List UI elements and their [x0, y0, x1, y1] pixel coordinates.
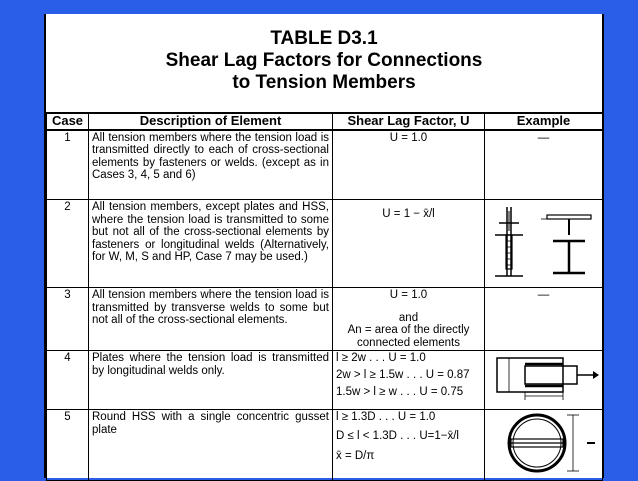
- example-cell: [485, 130, 603, 200]
- case-number: 1: [47, 130, 89, 200]
- case-number: 2: [47, 200, 89, 288]
- case-number: 5: [47, 410, 89, 481]
- header-row: [47, 113, 603, 130]
- element-description: Plates where the tension load is transmitted by longitudinal welds only.: [89, 351, 333, 410]
- factor-line: 2w > l ≥ 1.5w . . . U = 0.87: [336, 369, 470, 382]
- table-row: [47, 130, 603, 200]
- shear-lag-factor: [333, 288, 485, 351]
- example-text: —: [537, 289, 550, 302]
- element-description: Round HSS with a single concentric gusset plate: [89, 410, 333, 481]
- shear-lag-factor: [333, 410, 485, 481]
- header-factor: Shear Lag Factor, U: [333, 113, 485, 130]
- round-hss-gusset-icon: [489, 411, 599, 475]
- table-title: [46, 14, 602, 94]
- element-description: All tension members, except plates and HSS, where the tension load is transmitted to some but not all of the cross-sectional elements by fasteners or longitudinal welds (Alternatively, for W, M, S and HP, Case 7 may be used.): [89, 200, 333, 288]
- shear-lag-factor: [333, 200, 485, 288]
- factor-line: connected elements: [357, 336, 460, 349]
- header-example: Example: [485, 113, 603, 130]
- table-row: [47, 351, 603, 410]
- case-number: 3: [47, 288, 89, 351]
- example-cell: [485, 288, 603, 351]
- title-line-2: Shear Lag Factors for Connections: [165, 50, 483, 71]
- case-number: 4: [47, 351, 89, 410]
- factor-line: l ≥ 2w . . . U = 1.0: [336, 352, 426, 365]
- document-page: [44, 14, 604, 478]
- example-cell: [485, 410, 603, 481]
- plate-longitudinal-welds-icon: [489, 352, 599, 404]
- factor-line: 1.5w > l ≥ w . . . U = 0.75: [336, 385, 464, 398]
- element-description: All tension members where the tension load is transmitted by transverse welds to some but not all of the cross-sectional elements.: [89, 288, 333, 351]
- shear-lag-factor: [333, 351, 485, 410]
- factor-line: U = 1.0: [389, 131, 428, 144]
- element-description: All tension members where the tension load is transmitted directly to each of cross-sectional elements by fasteners or welds. (except as in Cases 3, 4, 5 and 6): [89, 130, 333, 200]
- shear-lag-factor: [333, 130, 485, 200]
- header-description: Description of Element: [89, 113, 333, 130]
- example-cell: [485, 200, 603, 288]
- factor-line: U = 1.0: [389, 289, 428, 302]
- factor-line: D ≤ l < 1.3D . . . U=1−x̄/l: [336, 429, 459, 442]
- factor-line: x̄ = D/π: [336, 450, 375, 463]
- table-row: [47, 200, 603, 288]
- title-line-3: to Tension Members: [232, 72, 416, 93]
- example-cell: [485, 351, 603, 410]
- shear-lag-table: [46, 112, 603, 481]
- factor-line: An = area of the directly: [347, 324, 470, 337]
- factor-line: l ≥ 1.3D . . . U = 1.0: [336, 411, 436, 424]
- header-case: Case: [47, 113, 89, 130]
- factor-line: and: [398, 311, 419, 324]
- table-row: [47, 410, 603, 481]
- table-row: [47, 288, 603, 351]
- angle-and-tee-sections-icon: [489, 201, 599, 281]
- title-line-1: TABLE D3.1: [270, 28, 378, 49]
- factor-line: U = 1 − x̄/l: [382, 208, 435, 221]
- example-text: —: [537, 131, 550, 144]
